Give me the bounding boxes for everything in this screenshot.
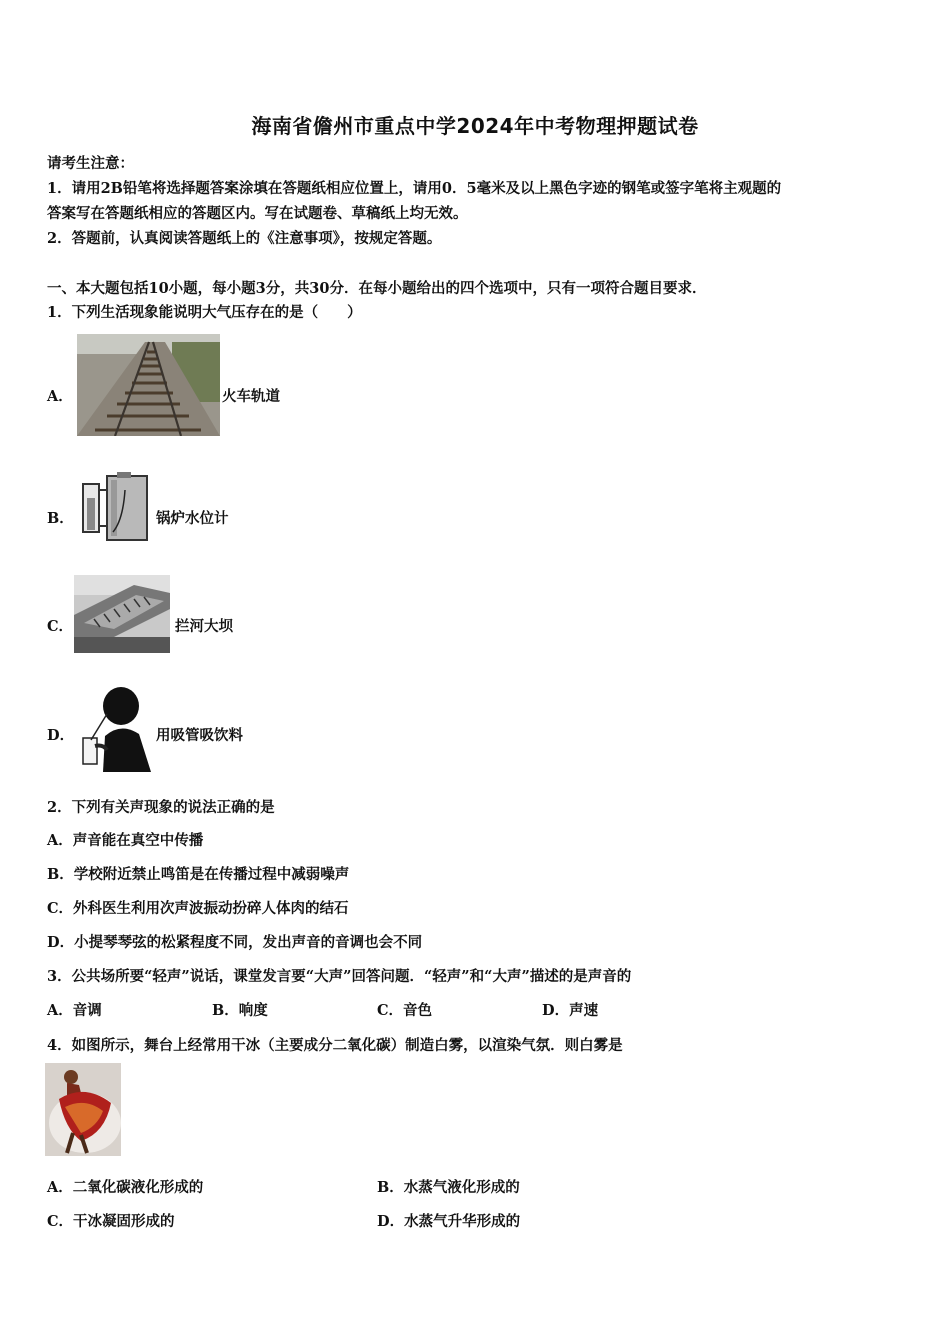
q1-option-c-letter: C． bbox=[47, 618, 74, 635]
notice-item-2: 2．答题前，认真阅读答题纸上的《注意事项》，按规定答题。 bbox=[47, 230, 442, 247]
q2-option-a: A．声音能在真空中传播 bbox=[47, 832, 204, 849]
railway-track-image bbox=[77, 334, 220, 436]
q1-option-a-letter: A． bbox=[47, 388, 73, 405]
q2-option-b: B．学校附近禁止鸣笛是在传播过程中减弱噪声 bbox=[47, 866, 350, 883]
q4-stem: 4．如图所示，舞台上经常用干冰（主要成分二氧化碳）制造白雾，以渲染气氛．则白雾是 bbox=[47, 1037, 623, 1054]
q3-option-a: A．音调 bbox=[47, 1002, 102, 1019]
boiler-gauge-image bbox=[77, 470, 153, 544]
q1-option-a-label: 火车轨道 bbox=[222, 388, 280, 405]
q2-option-c: C．外科医生利用次声波振动扮碎人体肉的结石 bbox=[47, 900, 349, 917]
notice-item-1: 1．请用2B铅笔将选择题答案涂填在答题纸相应位置上，请用0．5毫米及以上黑色字迹的钢笔或签字笔将主观题的 bbox=[47, 180, 782, 197]
stage-dancer-image bbox=[45, 1063, 121, 1156]
q2-option-d: D．小提琴琴弦的松紧程度不同，发出声音的音调也会不同 bbox=[47, 934, 423, 951]
q1-option-d-letter: D． bbox=[47, 727, 75, 744]
q4-option-d: D．水蒸气升华形成的 bbox=[377, 1213, 521, 1230]
q3-option-b: B．响度 bbox=[212, 1002, 268, 1019]
q1-option-b-label: 锅炉水位计 bbox=[156, 510, 229, 527]
q4-option-b: B．水蒸气液化形成的 bbox=[377, 1179, 520, 1196]
page-title: 海南省儋州市重点中学2024年中考物理押题试卷 bbox=[251, 114, 699, 138]
q3-stem: 3．公共场所要“轻声”说话，课堂发言要“大声”回答问题．“轻声”和“大声”描述的是声音的 bbox=[47, 968, 632, 985]
q1-stem: 1．下列生活现象能说明大气压存在的是（ ） bbox=[47, 304, 362, 321]
q2-stem: 2．下列有关声现象的说法正确的是 bbox=[47, 799, 275, 816]
notice-heading: 请考生注意： bbox=[47, 155, 134, 172]
q1-option-d-label: 用吸管吸饮料 bbox=[156, 727, 243, 744]
q3-option-c: C．音色 bbox=[377, 1002, 433, 1019]
q1-option-b-letter: B． bbox=[47, 510, 74, 527]
notice-item-1-cont: 答案写在答题纸相应的答题区内。写在试题卷、草稿纸上均无效。 bbox=[47, 205, 468, 222]
q4-option-a: A．二氧化碳液化形成的 bbox=[47, 1179, 204, 1196]
section-heading: 一、本大题包括10小题，每小题3分，共30分．在每小题给出的四个选项中，只有一项符合题目要求． bbox=[47, 280, 707, 297]
drinking-straw-image bbox=[77, 686, 151, 772]
river-dam-image bbox=[74, 575, 170, 653]
q3-option-d: D．声速 bbox=[542, 1002, 599, 1019]
q1-option-c-label: 拦河大坝 bbox=[175, 618, 233, 635]
q4-option-c: C．干冰凝固形成的 bbox=[47, 1213, 175, 1230]
